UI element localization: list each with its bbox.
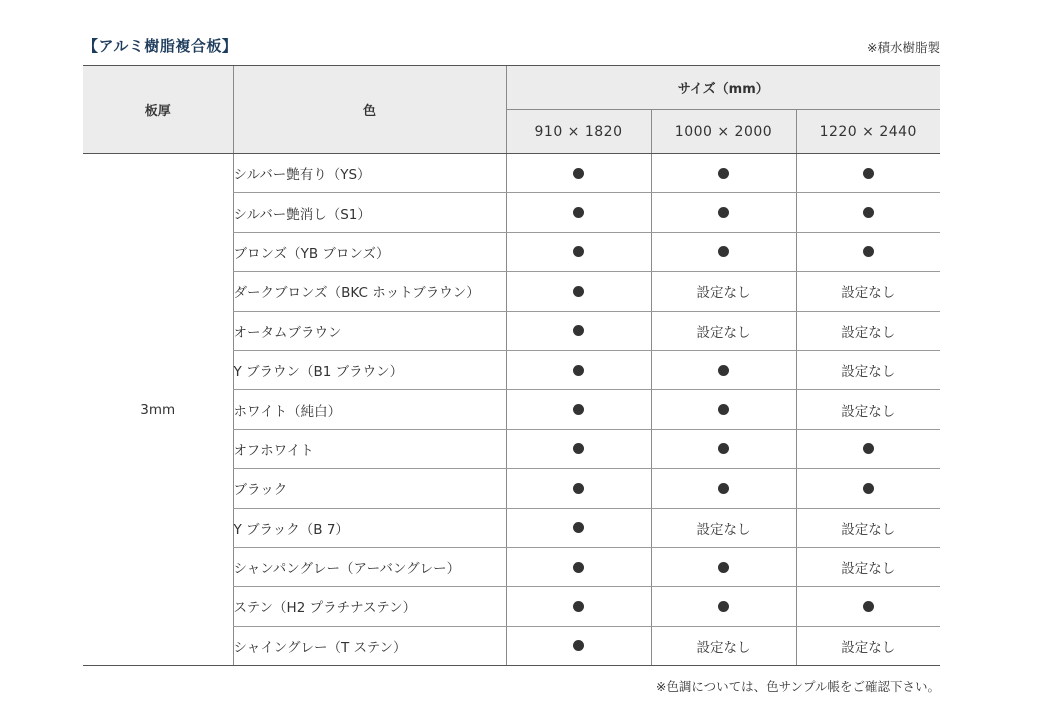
available-dot-icon [863, 601, 874, 612]
available-dot-icon [573, 286, 584, 297]
available-dot-icon [573, 640, 584, 651]
color-name-cell: ダークブロンズ（BKC ホットブラウン） [233, 272, 506, 311]
color-name-cell: Y ブラック（B 7） [233, 508, 506, 547]
available-dot-icon [863, 483, 874, 494]
color-name-cell: ブラック [233, 469, 506, 508]
header-size-910x1820: 910 × 1820 [506, 110, 651, 154]
availability-cell [796, 193, 940, 232]
header-thickness: 板厚 [83, 66, 233, 154]
availability-cell [796, 311, 940, 350]
header-size-group: サイズ（mm） [506, 66, 940, 110]
color-name-cell: Y ブラウン（B1 ブラウン） [233, 350, 506, 389]
color-name-cell: シルバー艶有り（YS） [233, 154, 506, 193]
availability-cell [796, 272, 940, 311]
availability-cell [651, 587, 796, 626]
availability-cell [651, 311, 796, 350]
thickness-cell: 3mm [83, 154, 233, 666]
availability-cell [651, 429, 796, 468]
availability-cell [651, 193, 796, 232]
spec-table [83, 65, 940, 666]
availability-cell [651, 469, 796, 508]
available-dot-icon [718, 443, 729, 454]
not-available-label: 設定なし [841, 561, 896, 578]
availability-cell [506, 311, 651, 350]
availability-cell [506, 508, 651, 547]
color-name-cell: シャンパングレー（アーバングレー） [233, 547, 506, 586]
available-dot-icon [863, 443, 874, 454]
available-dot-icon [718, 562, 729, 573]
available-dot-icon [718, 246, 729, 257]
not-available-label: 設定なし [696, 285, 751, 302]
availability-cell [506, 469, 651, 508]
available-dot-icon [573, 443, 584, 454]
color-name-cell: ブロンズ（YB ブロンズ） [233, 232, 506, 271]
availability-cell [506, 350, 651, 389]
availability-cell [651, 508, 796, 547]
header-size-1000x2000: 1000 × 2000 [651, 110, 796, 154]
available-dot-icon [718, 365, 729, 376]
availability-cell [651, 272, 796, 311]
color-name-cell: オフホワイト [233, 429, 506, 468]
available-dot-icon [573, 207, 584, 218]
not-available-label: 設定なし [696, 324, 751, 341]
available-dot-icon [573, 365, 584, 376]
availability-cell [506, 232, 651, 271]
not-available-label: 設定なし [841, 403, 896, 420]
availability-cell [506, 547, 651, 586]
not-available-label: 設定なし [696, 639, 751, 656]
table-row [83, 154, 940, 193]
section-title: 【アルミ樹脂複合板】 [83, 37, 238, 55]
available-dot-icon [573, 246, 584, 257]
available-dot-icon [863, 207, 874, 218]
available-dot-icon [573, 325, 584, 336]
header-color: 色 [233, 66, 506, 154]
availability-cell [796, 469, 940, 508]
not-available-label: 設定なし [841, 521, 896, 538]
availability-cell [506, 429, 651, 468]
available-dot-icon [718, 207, 729, 218]
not-available-label: 設定なし [696, 521, 751, 538]
color-name-cell: ステン（H2 プラチナステン） [233, 587, 506, 626]
available-dot-icon [573, 168, 584, 179]
color-name-cell: シャイングレー（T ステン） [233, 626, 506, 665]
availability-cell [651, 626, 796, 665]
available-dot-icon [573, 522, 584, 533]
availability-cell [796, 390, 940, 429]
availability-cell [506, 626, 651, 665]
spec-table-body [83, 154, 940, 666]
availability-cell [506, 193, 651, 232]
not-available-label: 設定なし [841, 364, 896, 381]
availability-cell [796, 154, 940, 193]
color-name-cell: オータムブラウン [233, 311, 506, 350]
available-dot-icon [573, 562, 584, 573]
availability-cell [506, 390, 651, 429]
availability-cell [796, 508, 940, 547]
color-name-cell: ホワイト（純白） [233, 390, 506, 429]
available-dot-icon [718, 601, 729, 612]
color-name-cell: シルバー艶消し（S1） [233, 193, 506, 232]
availability-cell [506, 587, 651, 626]
availability-cell [651, 232, 796, 271]
available-dot-icon [573, 404, 584, 415]
availability-cell [796, 626, 940, 665]
available-dot-icon [863, 246, 874, 257]
not-available-label: 設定なし [841, 639, 896, 656]
manufacturer-note: ※積水樹脂製 [867, 40, 940, 55]
available-dot-icon [573, 483, 584, 494]
footer-note: ※色調については、色サンプル帳をご確認下さい。 [655, 679, 940, 694]
not-available-label: 設定なし [841, 285, 896, 302]
available-dot-icon [718, 168, 729, 179]
header-size-1220x2440: 1220 × 2440 [796, 110, 940, 154]
availability-cell [651, 390, 796, 429]
availability-cell [506, 154, 651, 193]
available-dot-icon [718, 404, 729, 415]
availability-cell [796, 350, 940, 389]
spec-table-header [83, 66, 940, 154]
availability-cell [796, 232, 940, 271]
availability-cell [651, 350, 796, 389]
availability-cell [796, 547, 940, 586]
available-dot-icon [573, 601, 584, 612]
not-available-label: 設定なし [841, 324, 896, 341]
available-dot-icon [718, 483, 729, 494]
availability-cell [506, 272, 651, 311]
availability-cell [796, 429, 940, 468]
availability-cell [796, 587, 940, 626]
availability-cell [651, 154, 796, 193]
availability-cell [651, 547, 796, 586]
available-dot-icon [863, 168, 874, 179]
